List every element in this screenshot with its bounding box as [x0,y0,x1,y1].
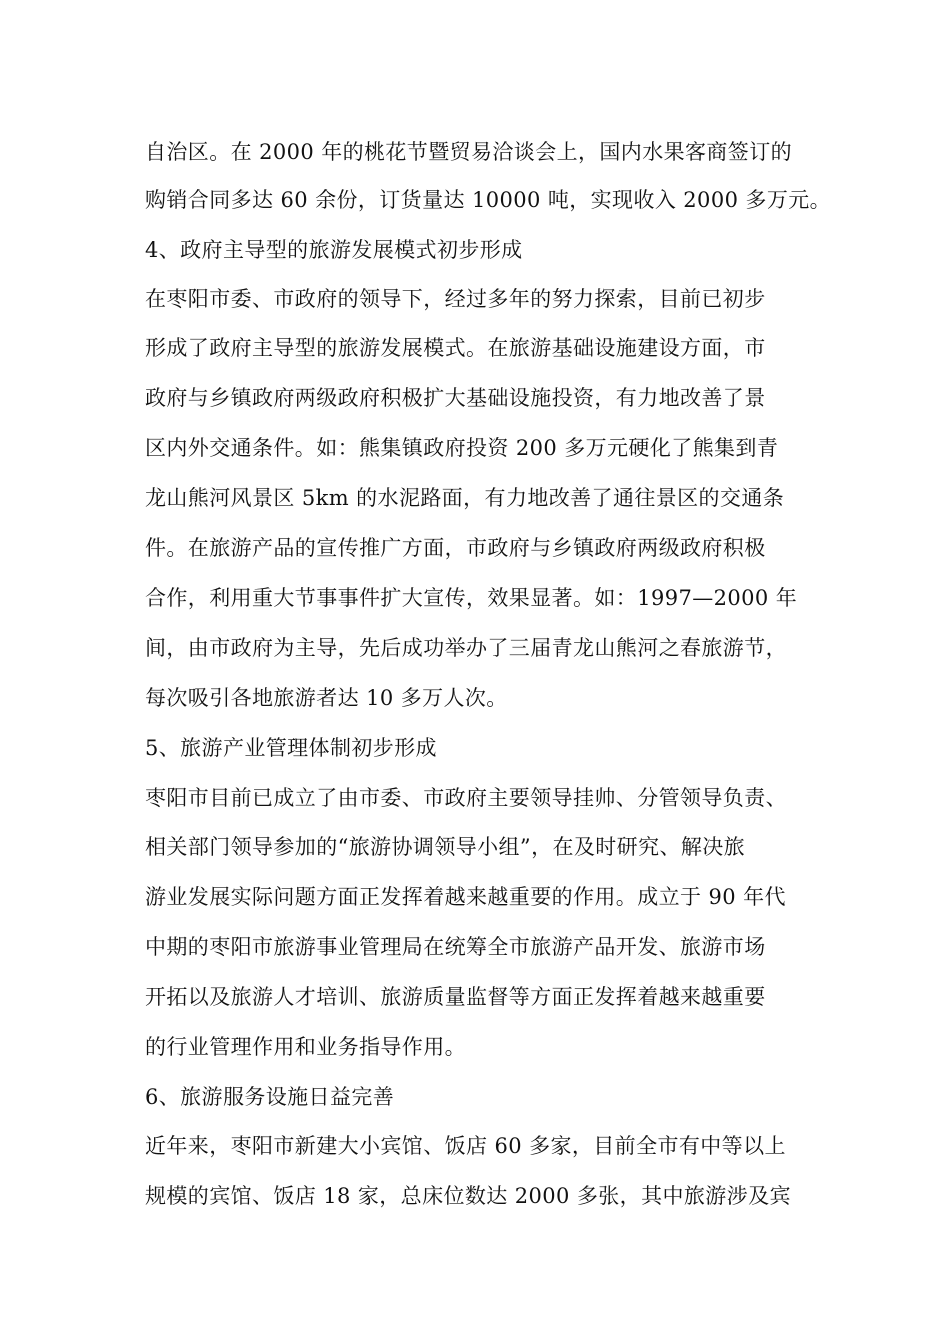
text-line: 件。在旅游产品的宣传推广方面，市政府与乡镇政府两级政府积极 [145,536,766,560]
text-line: 政府与乡镇政府两级政府积极扩大基础设施投资，有力地改善了景 [145,386,766,410]
text-line: 形成了政府主导型的旅游发展模式。在旅游基础设施建设方面，市 [145,336,766,360]
text-line: 枣阳市目前已成立了由市委、市政府主要领导挂帅、分管领导负责、 [145,786,787,810]
section-heading: 4、政府主导型的旅游发展模式初步形成 [145,238,523,262]
text-line: 相关部门领导参加的“旅游协调领导小组”，在及时研究、解决旅 [145,835,746,859]
text-line: 游业发展实际问题方面正发挥着越来越重要的作用。成立于 90 年代 [145,885,786,909]
text-line: 购销合同多达 60 余份，订货量达 10000 吨，实现收入 2000 多万元。 [145,188,832,212]
text-line: 区内外交通条件。如：熊集镇政府投资 200 多万元硬化了熊集到青 [145,436,779,460]
text-line: 在枣阳市委、市政府的领导下，经过多年的努力探索，目前已初步 [145,287,766,311]
text-line: 近年来，枣阳市新建大小宾馆、饭店 60 多家，目前全市有中等以上 [145,1134,786,1158]
text-line: 中期的枣阳市旅游事业管理局在统筹全市旅游产品开发、旅游市场 [145,935,766,959]
section-heading: 6、旅游服务设施日益完善 [145,1085,395,1109]
text-line: 的行业管理作用和业务指导作用。 [145,1035,466,1059]
text-line: 开拓以及旅游人才培训、旅游质量监督等方面正发挥着越来越重要 [145,985,766,1009]
text-line: 规模的宾馆、饭店 18 家，总床位数达 2000 多张，其中旅游涉及宾 [145,1184,791,1208]
text-line: 间，由市政府为主导，先后成功举办了三届青龙山熊河之春旅游节， [145,636,787,660]
text-line: 每次吸引各地旅游者达 10 多万人次。 [145,686,508,710]
section-heading: 5、旅游产业管理体制初步形成 [145,736,437,760]
text-line: 自治区。在 2000 年的桃花节暨贸易洽谈会上，国内水果客商签订的 [145,140,792,164]
text-line: 合作，利用重大节事事件扩大宣传，效果显著。如：1997—2000 年 [145,586,798,610]
text-line: 龙山熊河风景区 5km 的水泥路面，有力地改善了通往景区的交通条 [145,486,785,510]
